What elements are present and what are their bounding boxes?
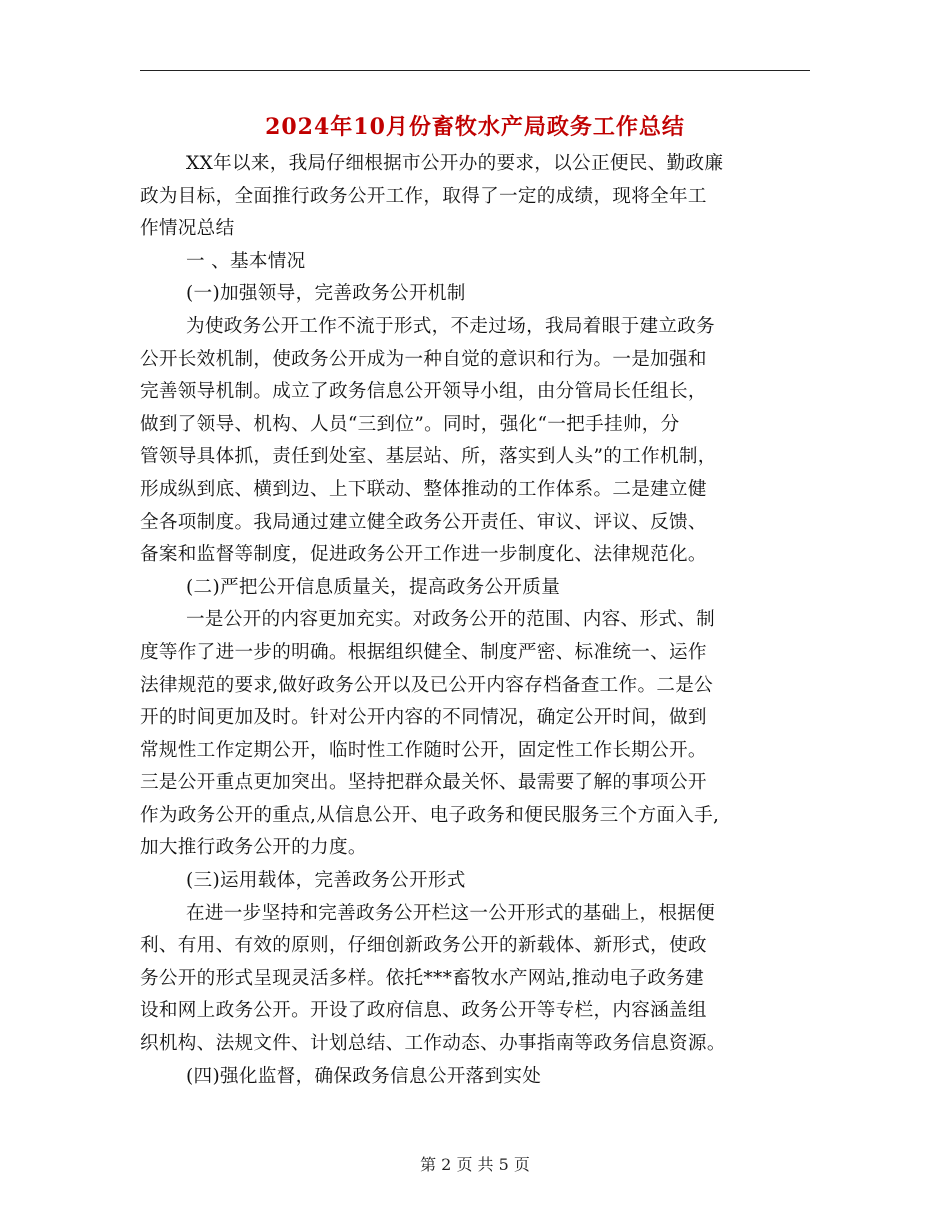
paragraph-line: 做到了领导、机构、人员“三到位”。同时，强化“一把手挂帅，分	[140, 413, 680, 435]
paragraph-line: 为使政务公开工作不流于形式，不走过场，我局着眼于建立政务	[186, 315, 716, 337]
page-footer: 第 2 页 共 5 页	[420, 1155, 530, 1174]
paragraph-line: 作情况总结	[140, 218, 235, 240]
subsection-heading: (一)加强领导，完善政务公开机制	[186, 283, 466, 305]
paragraph-line: XX年以来，我局仔细根据市公开办的要求，以公正便民、勤政廉	[186, 153, 724, 174]
document-body	[140, 148, 812, 1093]
subsection-heading: (四)强化监督，确保政务信息公开落到实处	[186, 1065, 542, 1087]
paragraph-line: 政为目标，全面推行政务公开工作，取得了一定的成绩，现将全年工	[140, 185, 707, 207]
paragraph-line: 利、有用、有效的原则，仔细创新政务公开的新载体、新形式，使政	[140, 935, 707, 957]
paragraph-line: 管领导具体抓，责任到处室、基层站、所，落实到人头”的工作机制，	[140, 446, 717, 468]
section-heading: 一 、基本情况	[186, 250, 306, 272]
subsection-heading: (三)运用载体，完善政务公开形式	[186, 870, 466, 892]
paragraph-line: 全各项制度。我局通过建立健全政务公开责任、审议、评议、反馈、	[140, 511, 707, 533]
paragraph-line: 加大推行政务公开的力度。	[140, 837, 367, 859]
paragraph-line: 一是公开的内容更加充实。对政务公开的范围、内容、形式、制	[186, 609, 716, 631]
paragraph-line: 度等作了进一步的明确。根据组织健全、制度严密、标准统一、运作	[140, 641, 707, 663]
paragraph-line: 务公开的形式呈现灵活多样。依托***畜牧水产网站,推动电子政务建	[140, 967, 705, 989]
paragraph-line: 完善领导机制。成立了政务信息公开领导小组，由分管局长任组长，	[140, 381, 707, 403]
paragraph-line: 形成纵到底、横到边、上下联动、整体推动的工作体系。二是建立健	[140, 478, 707, 500]
paragraph-line: 常规性工作定期公开，临时性工作随时公开，固定性工作长期公开。	[140, 739, 707, 761]
paragraph-line: 作为政务公开的重点,从信息公开、电子政务和便民服务三个方面入手,	[140, 804, 720, 826]
paragraph-line: 织机构、法规文件、计划总结、工作动态、办事指南等政务信息资源。	[140, 1033, 726, 1055]
paragraph-line: 设和网上政务公开。开设了政府信息、政务公开等专栏，内容涵盖组	[140, 1000, 707, 1022]
paragraph-line: 三是公开重点更加突出。坚持把群众最关怀、最需要了解的事项公开	[140, 772, 707, 794]
paragraph-line: 备案和监督等制度，促进政务公开工作进一步制度化、法律规范化。	[140, 544, 707, 566]
paragraph-line: 公开长效机制，使政务公开成为一种自觉的意识和行为。一是加强和	[140, 348, 707, 370]
subsection-heading: (二)严把公开信息质量关，提高政务公开质量	[186, 576, 561, 598]
paragraph-line: 在进一步坚持和完善政务公开栏这一公开形式的基础上，根据便	[186, 902, 716, 924]
paragraph-line: 开的时间更加及时。针对公开内容的不同情况，确定公开时间，做到	[140, 707, 707, 729]
header-rule	[140, 70, 810, 71]
paragraph-line: 法律规范的要求,做好政务公开以及已公开内容存档备查工作。二是公	[140, 674, 714, 696]
document-title: 2024年10月份畜牧水产局政务工作总结	[265, 114, 685, 140]
